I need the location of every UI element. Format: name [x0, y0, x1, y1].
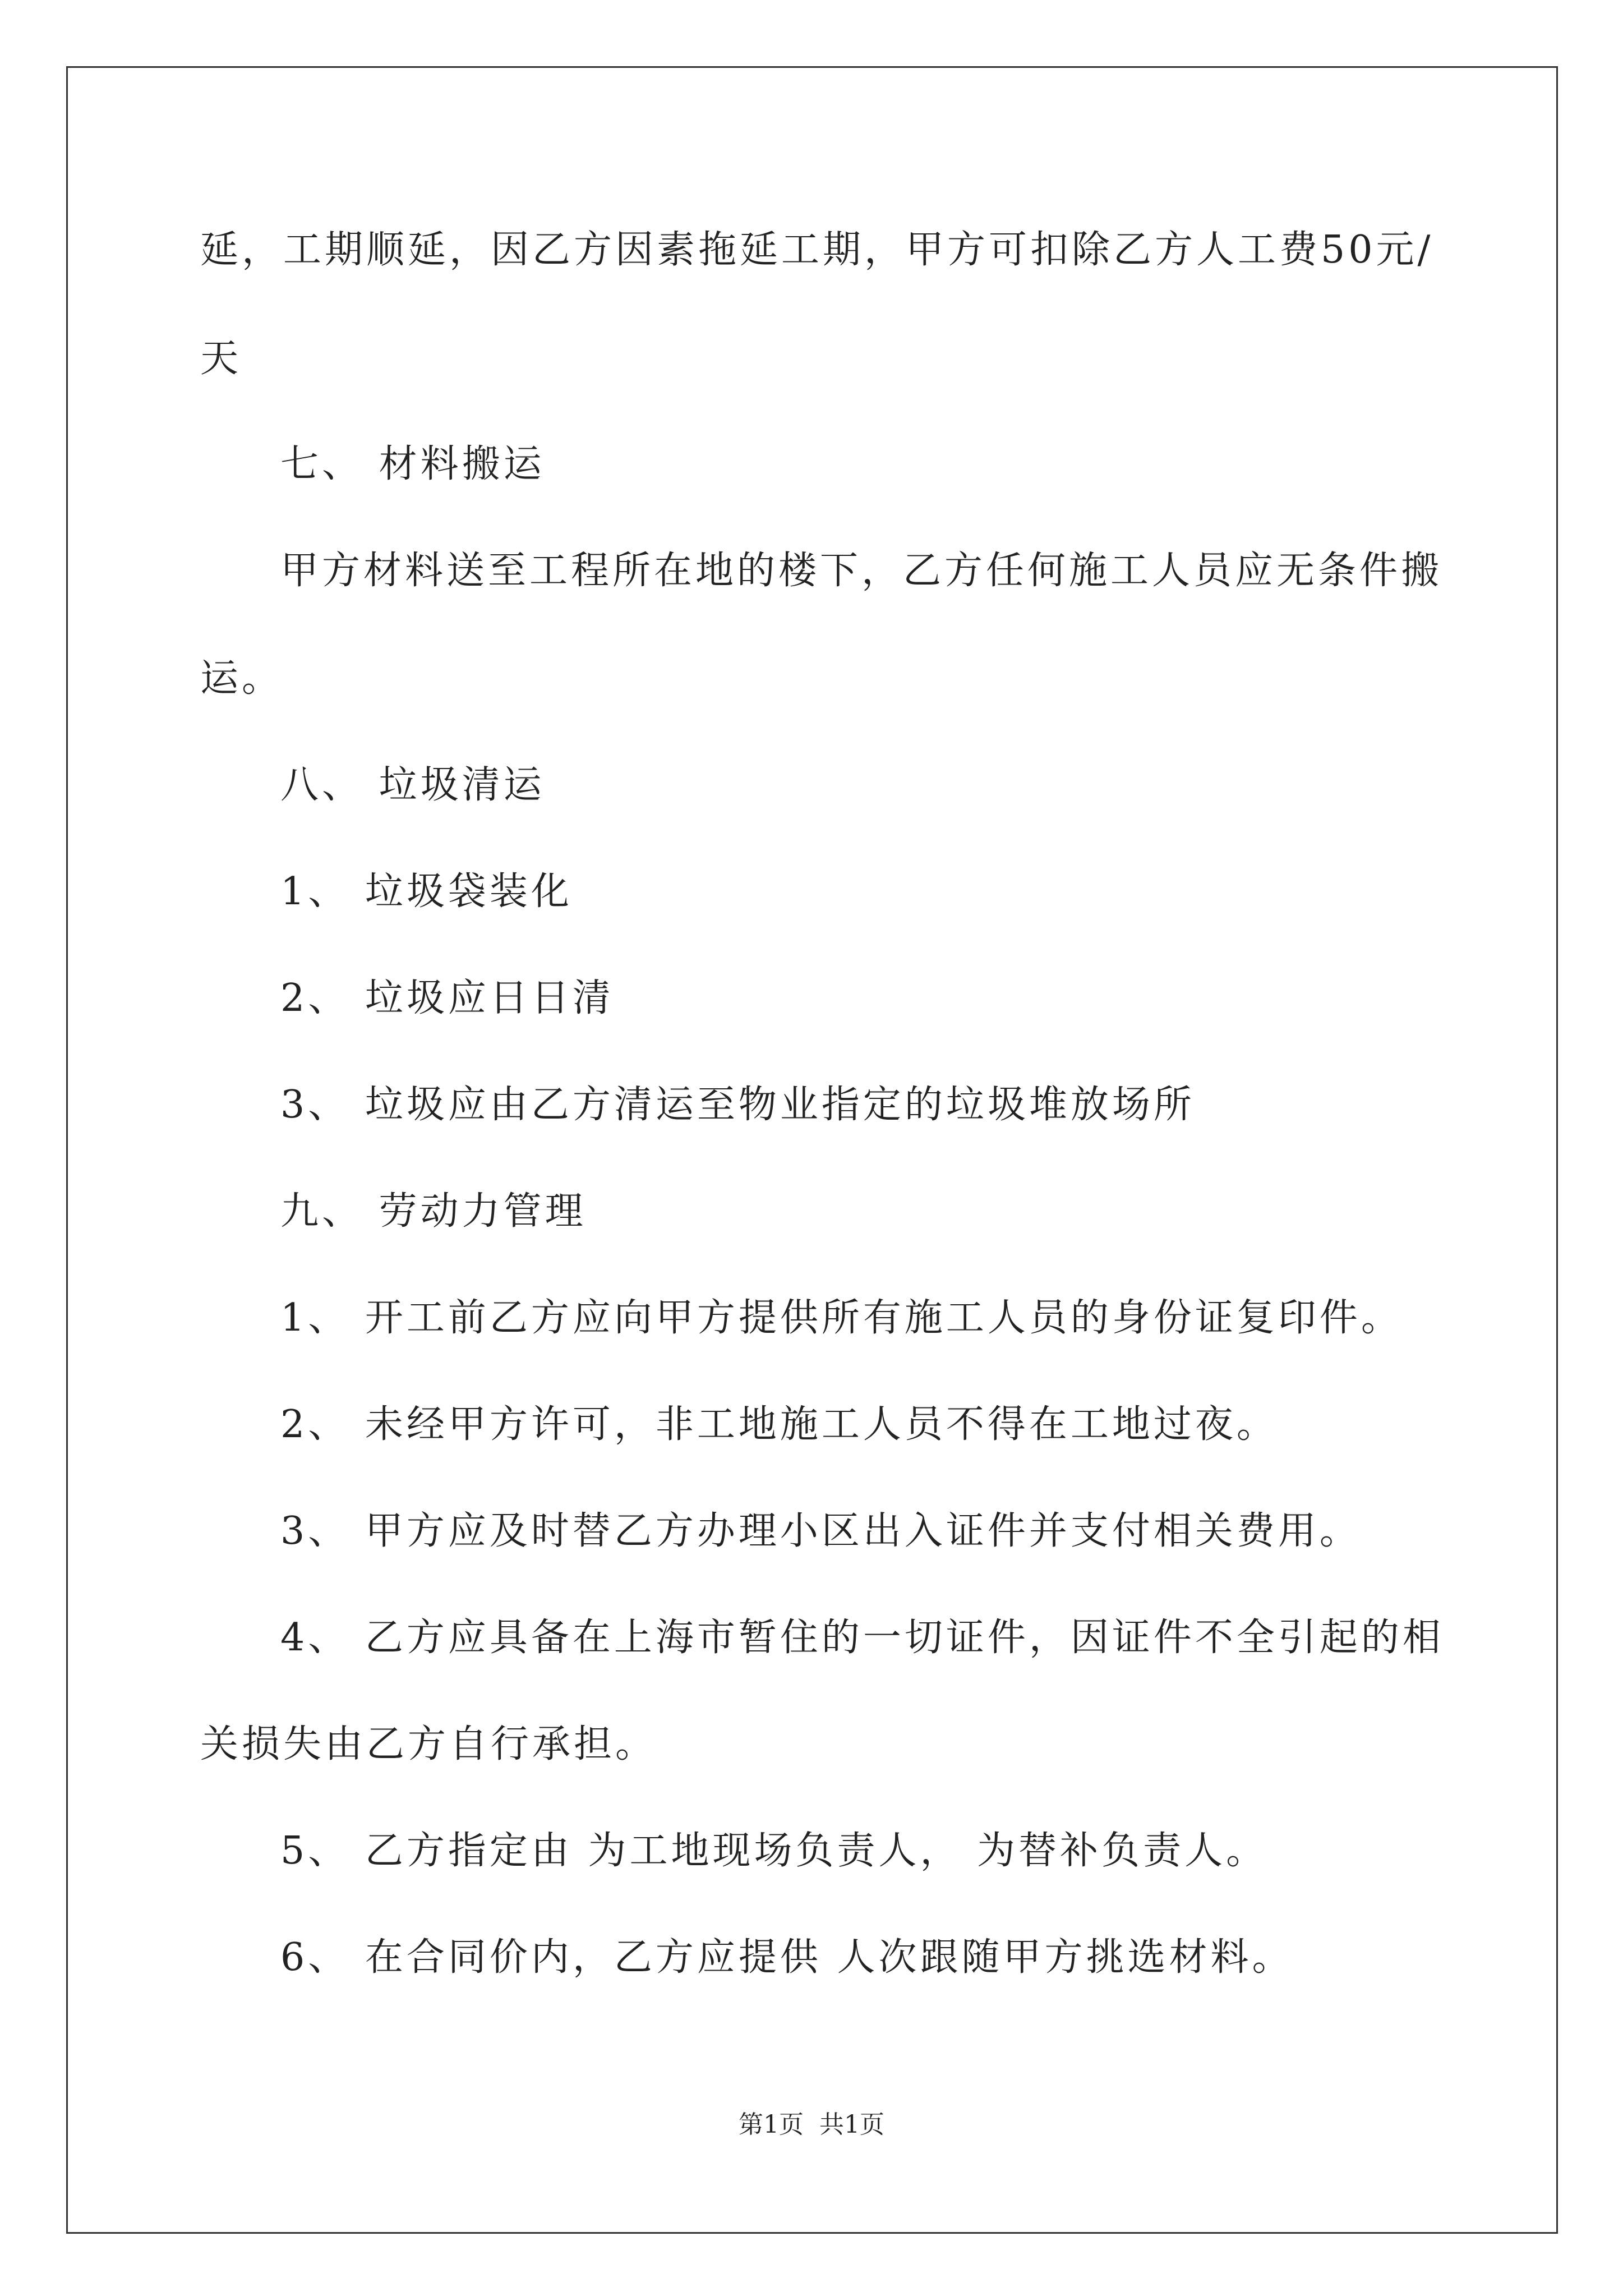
list-item-8-1: 1、 垃圾袋装化	[280, 869, 573, 914]
section-heading-9: 九、 劳动力管理	[280, 1189, 587, 1234]
body-line-2: 天	[200, 337, 242, 381]
list-item-8-3: 3、 垃圾应由乙方清运至物业指定的垃圾堆放场所	[280, 1083, 1195, 1127]
list-item-9-4-continued: 关损失由乙方自行承担。	[200, 1722, 657, 1766]
list-item-9-6: 6、 在合同价内，乙方应提供 人次跟随甲方挑选材料。	[280, 1935, 1294, 1980]
list-item-8-2: 2、 垃圾应日日清	[280, 976, 614, 1020]
body-line-1: 延，工期顺延，因乙方因素拖延工期，甲方可扣除乙方人工费50元/	[200, 228, 1434, 272]
section-heading-8: 八、 垃圾清运	[280, 763, 545, 807]
page-footer: 第1页 共1页	[739, 2110, 884, 2139]
list-item-9-3: 3、 甲方应及时替乙方办理小区出入证件并支付相关费用。	[280, 1509, 1361, 1553]
body-line-5: 运。	[200, 656, 284, 701]
body-line-4: 甲方材料送至工程所在地的楼下，乙方任何施工人员应无条件搬	[280, 549, 1443, 593]
list-item-9-5: 5、 乙方指定由 为工地现场负责人， 为替补负责人。	[280, 1829, 1268, 1873]
list-item-9-2: 2、 未经甲方许可，非工地施工人员不得在工地过夜。	[280, 1402, 1278, 1447]
page-border	[66, 66, 1558, 2234]
list-item-9-4: 4、 乙方应具备在上海市暂住的一切证件，因证件不全引起的相	[280, 1616, 1444, 1660]
section-heading-7: 七、 材料搬运	[280, 442, 545, 486]
list-item-9-1: 1、 开工前乙方应向甲方提供所有施工人员的身份证复印件。	[280, 1296, 1403, 1340]
